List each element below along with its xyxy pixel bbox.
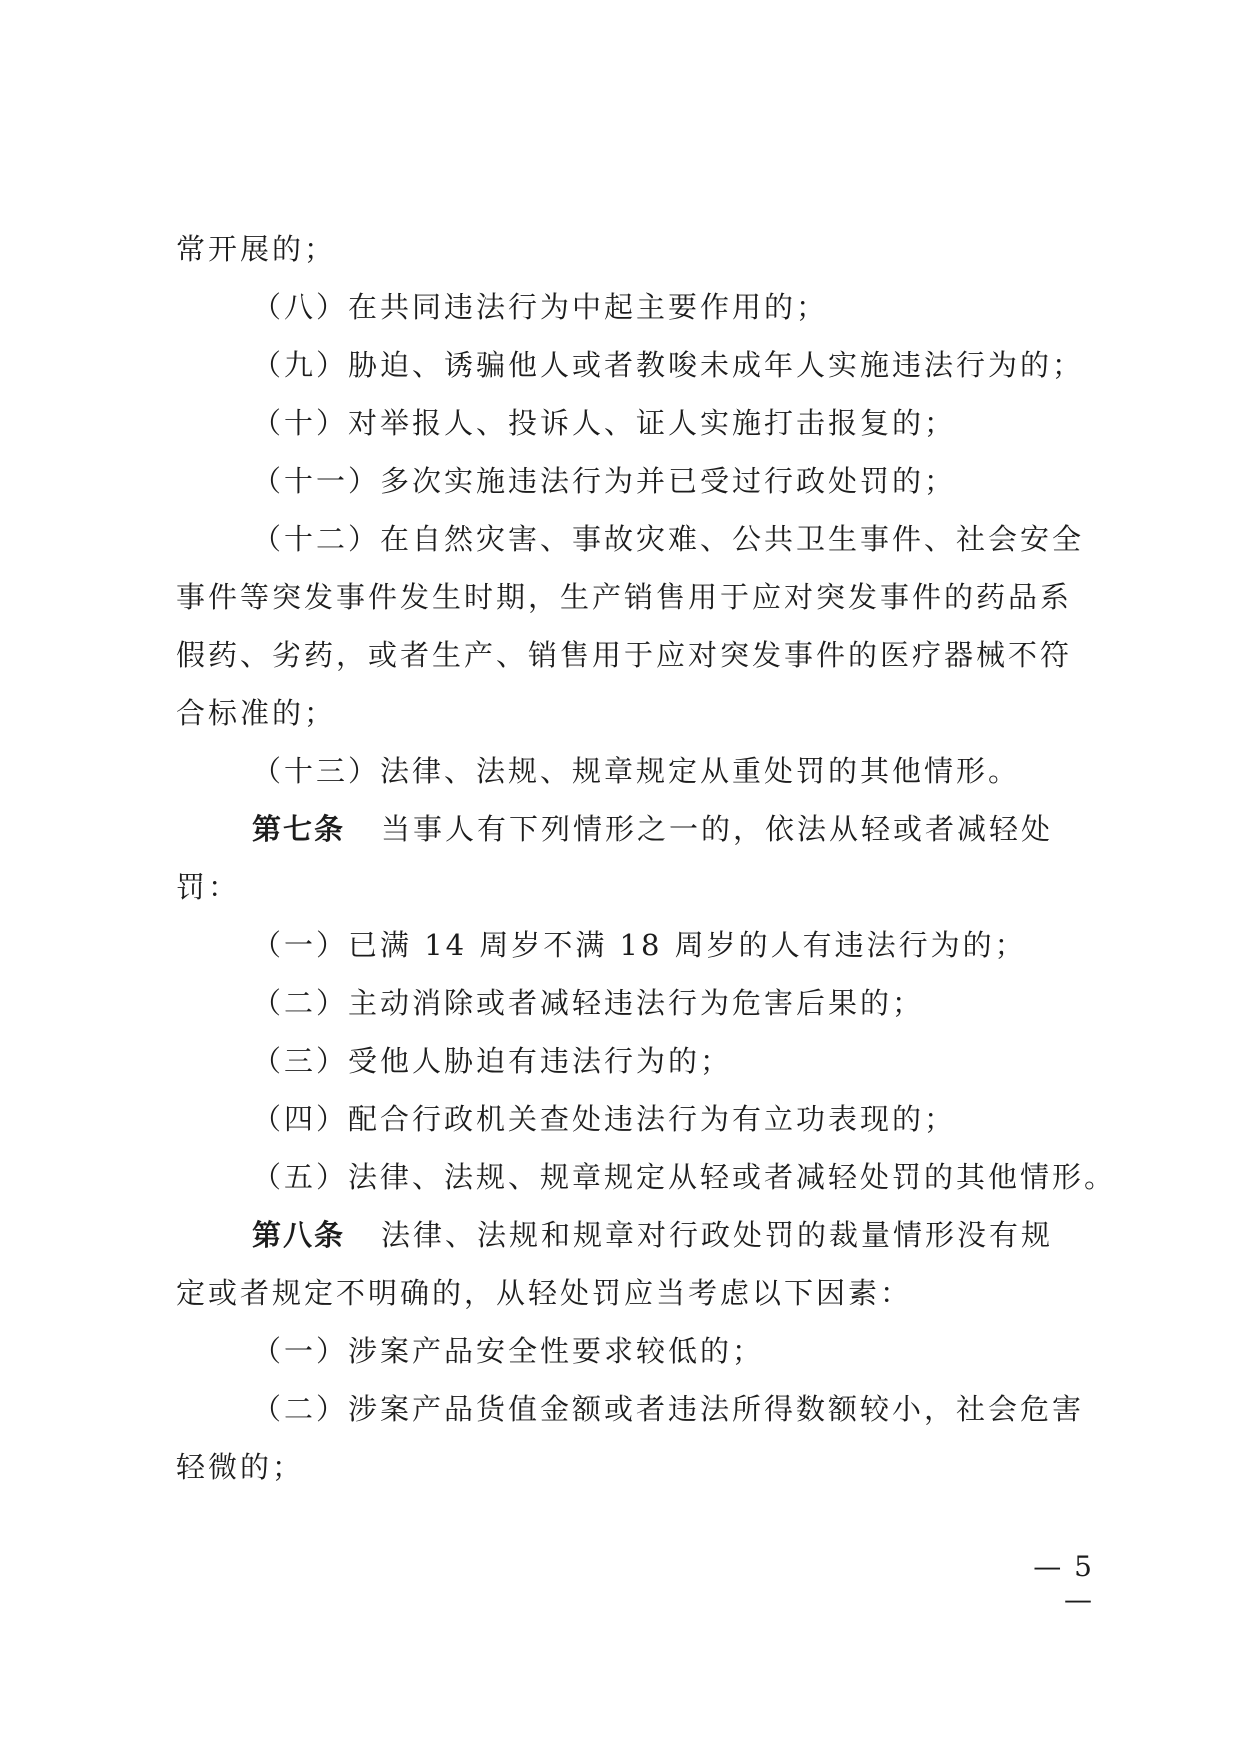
list-item-11: （十一）多次实施违法行为并已受过行政处罚的； — [252, 464, 957, 498]
body-text — [176, 220, 1117, 1496]
list-item-9: （九）胁迫、诱骗他人或者教唆未成年人实施违法行为的； — [252, 348, 1085, 382]
article-7-item: （四）配合行政机关查处违法行为有立功表现的； — [252, 1102, 957, 1136]
list-item-13: （十三）法律、法规、规章规定从重处罚的其他情形。 — [252, 754, 1021, 788]
article-8-continuation: 定或者规定不明确的，从轻处罚应当考虑以下因素： — [176, 1276, 913, 1310]
article-7-text: 当事人有下列情形之一的，依法从轻或者减轻处 — [381, 812, 1054, 846]
text-line: 事件等突发事件发生时期，生产销售用于应对突发事件的药品系 — [176, 580, 1073, 614]
article-8-item-continuation: 轻微的； — [176, 1450, 305, 1484]
article-7-item: （一）已满 14 周岁不满 18 周岁的人有违法行为的； — [252, 928, 1027, 962]
article-8-text: 法律、法规和规章对行政处罚的裁量情形没有规 — [381, 1218, 1054, 1252]
article-7-item: （三）受他人胁迫有违法行为的； — [252, 1044, 733, 1078]
article-8-heading: 第八条 — [252, 1218, 346, 1252]
text-line: 常开展的； — [176, 232, 337, 266]
article-7-item: （二）主动消除或者减轻违法行为危害后果的； — [252, 986, 925, 1020]
article-7-first-line — [176, 800, 1092, 858]
text-line: 假药、劣药，或者生产、销售用于应对突发事件的医疗器械不符 — [176, 638, 1073, 672]
text-line: 合标准的； — [176, 696, 337, 730]
page-number: — 5 — — [1033, 1550, 1094, 1616]
article-7-continuation: 罚： — [176, 870, 241, 904]
article-7-heading: 第七条 — [252, 812, 346, 846]
list-item-12: （十二）在自然灾害、事故灾难、公共卫生事件、社会安全 — [252, 522, 1085, 556]
article-8-first-line — [176, 1206, 1092, 1264]
list-item-8: （八）在共同违法行为中起主要作用的； — [252, 290, 829, 324]
article-7-item: （五）法律、法规、规章规定从轻或者减轻处罚的其他情形。 — [252, 1160, 1117, 1194]
article-8-item: （二）涉案产品货值金额或者违法所得数额较小，社会危害 — [252, 1392, 1085, 1426]
list-item-10: （十）对举报人、投诉人、证人实施打击报复的； — [252, 406, 957, 440]
article-8-item: （一）涉案产品安全性要求较低的； — [252, 1334, 765, 1368]
